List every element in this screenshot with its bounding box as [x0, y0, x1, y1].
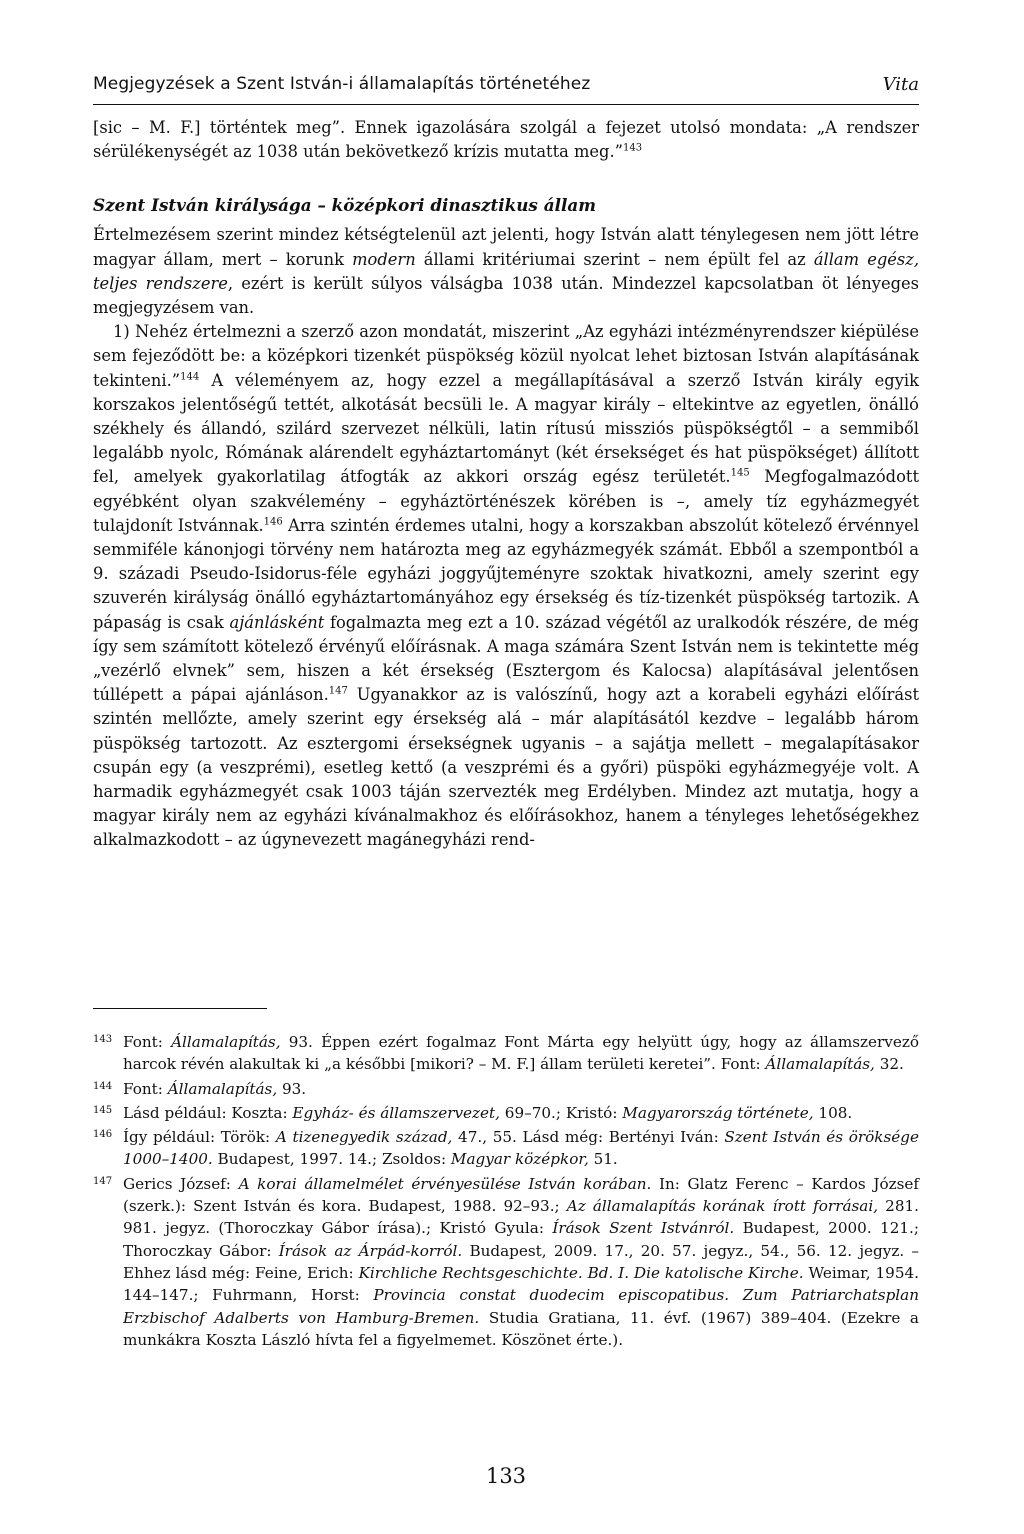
- emphasis: Államalapítás,: [167, 1079, 278, 1098]
- footnote: [93, 1031, 919, 1076]
- text-run: Megfogalmazódott egyébként olyan szakvélemény – egyháztörténészek körében is –, amely tíz egyházmegyét tulajdonít Istvánnak.: [93, 467, 919, 535]
- main-text: [93, 116, 919, 853]
- text-run: állami kritériumai szerint – nem épült fel az: [415, 249, 814, 269]
- footnote-number: 144: [93, 1080, 113, 1092]
- header-section: Vita: [882, 74, 919, 95]
- emphasis: Államalapítás,: [765, 1055, 875, 1074]
- emphasis: Szent István és öröksége 1000–1400.: [123, 1128, 919, 1169]
- text-run: 93.: [277, 1079, 307, 1098]
- text-run: 93. Éppen ezért fogalmaz Font Márta egy helyütt úgy, hogy az államszervező harcok révén alakultak ki „a későbbi [mikori? – M. F.] állam területi keretei”. Font:: [123, 1033, 920, 1074]
- text-run: Weimar, 1954. 144–147.; Fuhrmann, Horst:: [123, 1263, 919, 1305]
- text-run: 32.: [874, 1055, 904, 1074]
- footnote-number: 143: [93, 1034, 113, 1045]
- intro-text: [sic – M. F.] történtek meg”. Ennek igazolására szolgál a fejezet utolsó mondata: „A rendszer sérülékenységét az 1038 után bekövetkező krízis mutatta meg.”: [93, 118, 919, 162]
- page-number: 133: [485, 1464, 527, 1488]
- text-run: Font:: [123, 1079, 168, 1098]
- text-run: 47., 55. Lásd még: Bertényi Iván:: [452, 1128, 725, 1147]
- footnote-ref[interactable]: 147: [328, 685, 348, 697]
- emphasis: A tizenegyedik század,: [275, 1128, 453, 1147]
- text-run: 51.: [588, 1150, 618, 1169]
- text-run: Arra szintén érdemes utalni, hogy a korszakban abszolút kötelező érvénnyel semmiféle kánonjogi törvény nem határozta meg az egyházmegyék számát. Ebből a szempontból a 9. századi Pseudo-Isidorus-féle egyházi joggyűjteményre szoktak hivatkozni, amely szerint egy szuverén királyság önálló egyháztartományához egy érsekség és tíz-tizenkét püspökség tartozik. A pápaság is csak: [93, 515, 919, 632]
- text-run: In: Glatz Ferenc – Kardos József (szerk.): Szent István és kora. Budapest, 1988. 92–93.;: [123, 1174, 919, 1216]
- paragraph-1: [93, 223, 919, 320]
- footnote-ref[interactable]: 143: [622, 142, 643, 154]
- footnote-number: 145: [93, 1104, 113, 1116]
- footnote: [93, 1102, 919, 1124]
- text-run: Ugyanakkor az is valószínű, hogy azt a korabeli egyházi előírást szintén mellőzte, amely szerint egy érsekség alá – már alapításától kezdve – legalább három püspökség tartozott. Az esztergomi érsekségnek ugyanis – a sajátja mellett – megalapításakor csupán egy (a veszprémi), esetleg kettő (a veszprémi és a győri) püspöki egyházmegyéje volt. A harmadik egyházmegyét csak 1003 táján szervezték meg Erdélyben. Mindez azt mutatja, hogy a magyar király nem az egyházi kívánalmakhoz és előírásokhoz, hanem a tényleges lehetőségekhez alkalmazkodott – az úgynevezett magánegyházi rend-: [93, 685, 919, 850]
- text-run: Gerics József:: [123, 1174, 239, 1193]
- text-run: 108.: [813, 1103, 853, 1122]
- text-run: Studia Gratiana, 11. évf. (1967) 389–404. (Ezekre a munkákra Koszta László hívta fel a figyelmemet. Köszönet érte.).: [123, 1308, 919, 1349]
- intro-paragraph: [93, 116, 919, 164]
- text-run: Budapest, 1997. 14.; Zsoldos:: [212, 1150, 451, 1169]
- text-run: 281. 981. jegyz. (Thoroczkay Gábor írása).; Kristó Gyula:: [123, 1197, 919, 1238]
- text-run: Font:: [123, 1033, 172, 1051]
- emphasis: Magyar középkor,: [450, 1150, 589, 1169]
- emphasis: Kirchliche Rechtsgeschichte. Bd. I. Die katolische Kirche.: [358, 1263, 804, 1282]
- emphasis: állam egész, teljes rendszere: [93, 249, 919, 293]
- paragraph-2: [93, 320, 919, 852]
- footnote: [93, 1078, 919, 1100]
- emphasis: Egyház- és államszervezet,: [292, 1103, 500, 1122]
- emphasis: Írások Szent Istvánról.: [552, 1219, 735, 1238]
- running-header: [93, 74, 919, 105]
- emphasis: A korai államelmélet érvényesülése István korában.: [238, 1174, 652, 1193]
- text-run: Budapest, 2000. 121.; Thoroczkay Gábor:: [123, 1219, 919, 1260]
- emphasis: Államalapítás,: [171, 1033, 281, 1051]
- footnotes: [93, 1031, 919, 1353]
- footnote-ref[interactable]: 144: [180, 371, 200, 383]
- text-run: Budapest, 2009. 17., 20. 57. jegyz., 54., 56. 12. jegyz. – Ehhez lásd még: Feine, Erich:: [123, 1241, 919, 1282]
- emphasis: Magyarország története,: [622, 1103, 814, 1122]
- emphasis: Provincia constat duodecim episcopatibus. Zum Patriarchatsplan Erzbischof Adalberts von Hamburg-Bremen.: [123, 1286, 919, 1327]
- text-run: Így például: Török:: [123, 1128, 276, 1147]
- footnote-number: 147: [93, 1175, 113, 1187]
- footnote: [93, 1126, 919, 1171]
- section-heading: Szent István királysága – középkori dinasztikus állam: [93, 195, 596, 216]
- text-run: Értelmezésem szerint mindez kétségtelenül azt jelenti, hogy István alatt ténylegesen nem jött létre magyar állam, mert – korunk: [93, 225, 919, 269]
- text-run: fogalmazta meg ezt a 10. század végétől az uralkodók részére, de még így sem számított kötelező érvényű előírásnak. A maga számára Szent István nem is tekintette még „vezérlő elvnek” sem, hiszen a két érsekség (Esztergom és Kalocsa) alapításával jelentősen túllépett a pápai ajánláson.: [93, 612, 919, 705]
- emphasis: Írások az Árpád-korról.: [278, 1241, 463, 1260]
- emphasis: modern: [352, 249, 416, 269]
- text-run: 1) Nehéz értelmezni a szerző azon mondatát, miszerint „Az egyházi intézményrendszer kiépülése sem fejeződött be: a középkori tizenkét püspökség közül nyolcat lehet biztosan István alapításának tekinteni.”: [93, 322, 919, 390]
- text-run: A véleményem az, hogy ezzel a megállapításával a szerző István király egyik korszakos jelentőségű tettét, alkotását becsüli le. A magyar király – eltekintve az egyetlen, önálló székhely és állandó, szilárd szervezet nélküli, latin rítusú missziós püspökségtől – a semmiből legalább nyolc, Rómának alárendelt egyháztartományt (két érsekséget és hat püspökséget) állított fel, amelyek gyakorlatilag átfogták az akkori ország egész területét.: [93, 370, 919, 487]
- footnote-ref[interactable]: 146: [263, 516, 283, 528]
- text-run: , ezért is került súlyos válságba 1038 után. Mindezzel kapcsolatban öt lényeges megjegyzésem van.: [93, 273, 919, 318]
- emphasis: ajánlásként: [229, 612, 325, 632]
- text-run: 69–70.; Kristó:: [499, 1103, 623, 1122]
- footnote: [93, 1173, 919, 1351]
- footnote-number: 146: [93, 1129, 113, 1141]
- header-title: Megjegyzések a Szent István-i államalapítás történetéhez: [93, 74, 591, 94]
- text-run: Lásd például: Koszta:: [123, 1103, 293, 1122]
- footnote-separator: [93, 1008, 267, 1009]
- emphasis: Az államalapítás korának írott forrásai,: [566, 1197, 879, 1216]
- footnote-ref[interactable]: 145: [730, 468, 750, 480]
